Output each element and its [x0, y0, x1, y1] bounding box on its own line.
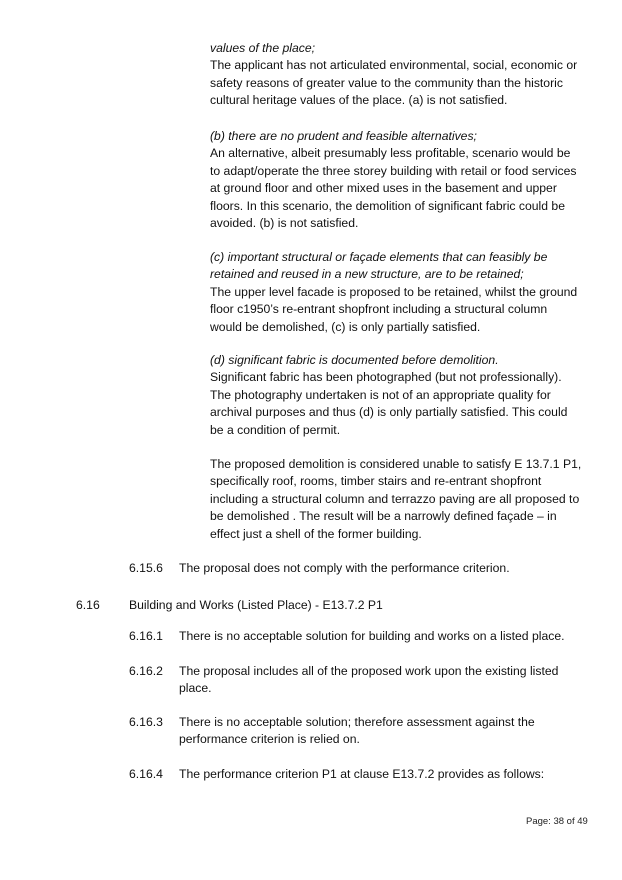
item-number: 6.15.6	[129, 561, 163, 575]
item-number: 6.16.2	[129, 664, 163, 678]
criterion-d-heading: (d) significant fabric is documented before demolition.	[210, 353, 499, 367]
item-text: There is no acceptable solution; therefore assessment against the performance criterion is relied on.	[179, 715, 535, 747]
item-text: The proposal does not comply with the performance criterion.	[179, 561, 510, 575]
item-number: 6.16.1	[129, 629, 163, 643]
section-number: 6.16	[76, 598, 100, 612]
demolition-conclusion: The proposed demolition is considered unable to satisfy E 13.7.1 P1, specifically roof, rooms, timber stairs and re-entrant shopfront including a structural column and terrazzo paving are all proposed to be demolished . The result will be a narrowly defined façade – in effect just a shell of the former building.	[210, 457, 582, 541]
criterion-c-body: The upper level facade is proposed to be retained, whilst the ground floor c1950’s re-entrant shopfront including a structural column would be demolished, (c) is only partially satisfied.	[210, 284, 578, 334]
criterion-d-block	[210, 352, 582, 439]
criterion-d-body: Significant fabric has been photographed (but not professionally). The photography undertaken is not of an appropriate quality for archival purposes and thus (d) is only partially satisfied. This could be a condition of permit.	[210, 370, 568, 437]
criterion-b-block	[210, 128, 582, 232]
criterion-c-block	[210, 249, 582, 336]
item-text: The proposal includes all of the proposed work upon the existing listed place.	[179, 664, 559, 696]
section-title: Building and Works (Listed Place) - E13.7.2 P1	[129, 598, 383, 612]
criterion-b-body: An alternative, albeit presumably less profitable, scenario would be to adapt/operate the three storey building with retail or food services at ground floor and other mixed uses in the basement and upper floors. In this scenario, the demolition of significant fabric could be avoided. (b) is not satisfied.	[210, 146, 577, 231]
page-number-footer: Page: 38 of 49	[526, 816, 588, 827]
item-text: There is no acceptable solution for building and works on a listed place.	[179, 629, 565, 643]
criterion-b-heading: (b) there are no prudent and feasible alternatives;	[210, 129, 477, 143]
criterion-a-block	[210, 40, 582, 110]
item-number: 6.16.4	[129, 767, 163, 781]
item-text: The performance criterion P1 at clause E13.7.2 provides as follows:	[179, 767, 545, 781]
item-number: 6.16.3	[129, 715, 163, 729]
criterion-c-heading: (c) important structural or façade elements that can feasibly be retained and reused in a new structure, are to be retained;	[210, 250, 548, 282]
criterion-a-body: The applicant has not articulated environmental, social, economic or safety reasons of greater value to the community than the historic cultural heritage values of the place. (a) is not satisfied.	[210, 58, 578, 108]
criterion-a-heading: values of the place;	[210, 41, 316, 55]
